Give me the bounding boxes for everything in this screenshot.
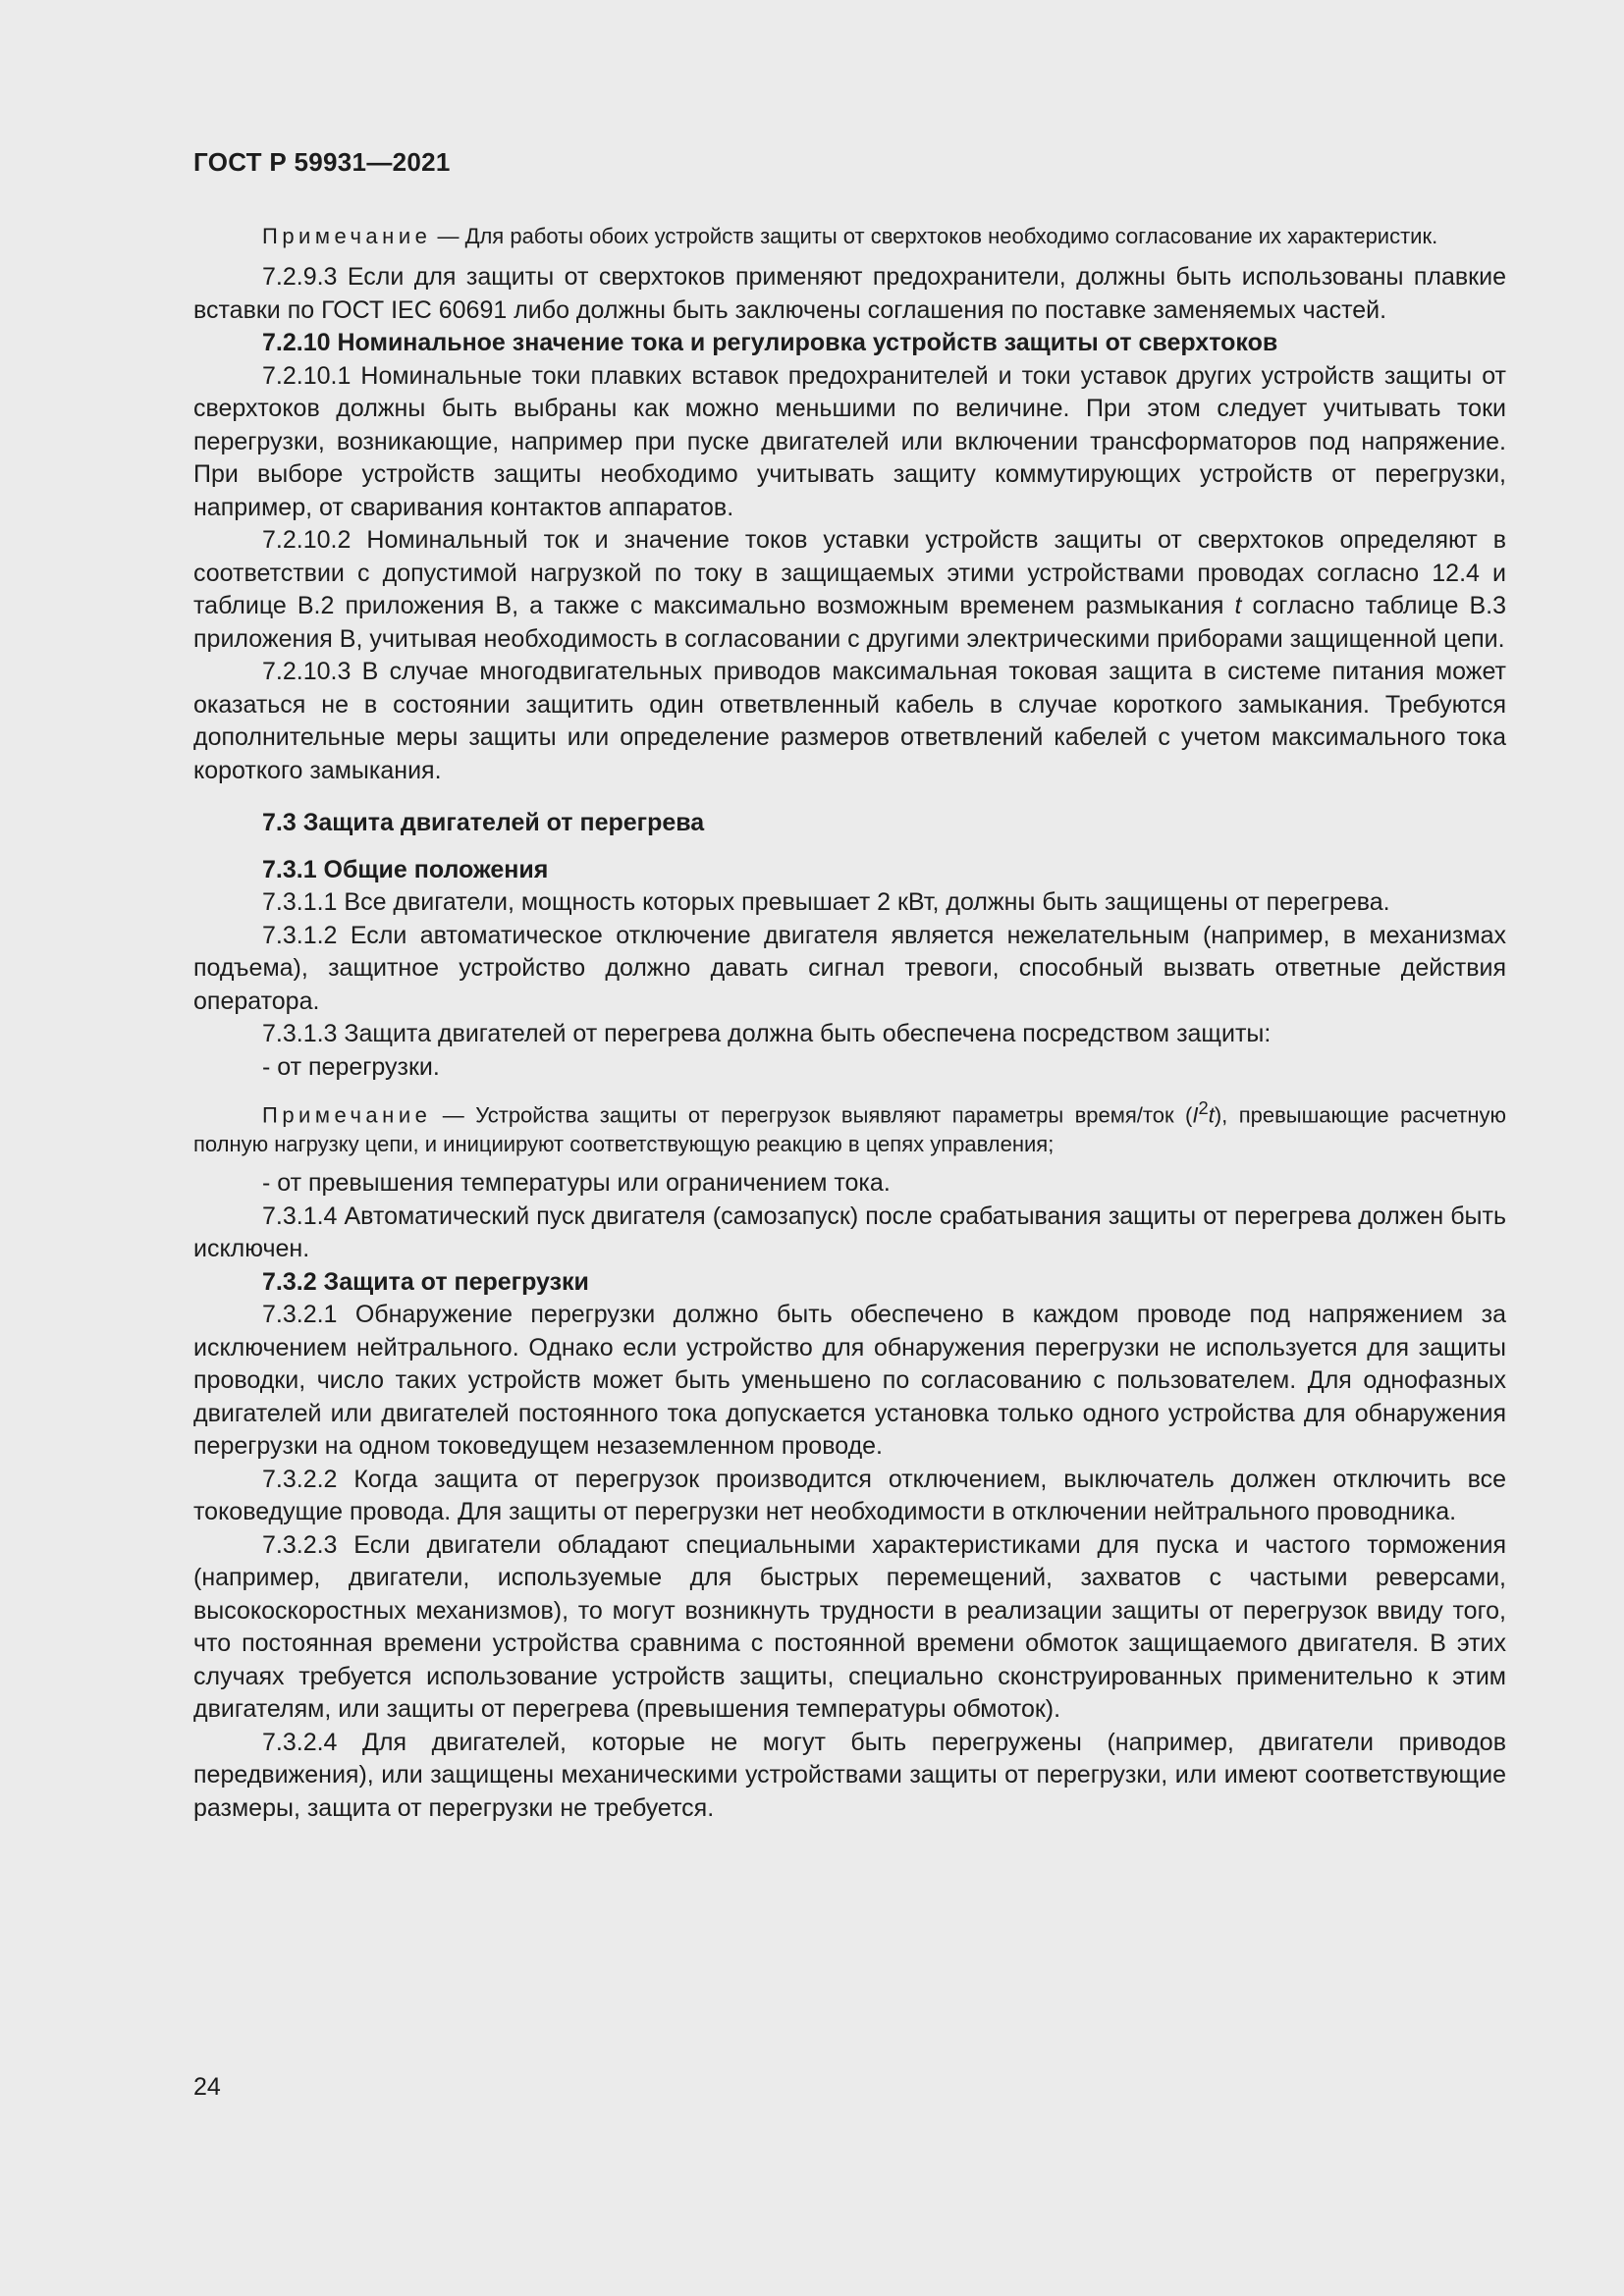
- clause-7-3-2-3: 7.3.2.3 Если двигатели обладают специальными характеристиками для пуска и частого торможения (например, двигатели, используемые для быстрых перемещений, захватов с частыми реверсами, высокоскоростных механизмов), то могут возникнуть трудности в реализации защиты от перегрузок ввиду того, что постоянная времени устройства сравнима с постоянной времени обмоток защищаемого двигателя. В этих случаях требуется использование устройств защиты, специально сконструированных применительно к этим двигателям, или защиты от перегрева (превышения температуры обмоток).: [193, 1530, 1506, 1724]
- document-header: ГОСТ Р 59931—2021: [193, 147, 451, 177]
- note-paragraph: [193, 222, 1506, 251]
- note-label: Примечание: [262, 1102, 432, 1128]
- clause-7-2-10-2: [193, 524, 1506, 656]
- document-body: [193, 222, 1506, 1825]
- clause-7-3-2-4: 7.3.2.4 Для двигателей, которые не могут быть перегружены (например, двигатели приводов передвижения), или защищены механическими устройствами защиты от перегрузки, или имеют соответствующие размеры, защита от перегрузки не требуется.: [193, 1728, 1506, 1822]
- clause-text: 7.2.10.2 Номинальный ток и значение токов уставки устройств защиты от сверхтоков определяют в соответствии с допустимой нагрузкой по току в защищаемых этими устройствами проводах согласно 12.4 и таблице В.2 приложения В, а также с максимально возможным временем размыкания: [193, 526, 1506, 619]
- note-text: ), превышающие расчетную полную нагрузку цепи, и инициируют соответствующую реакцию в цепях управления;: [193, 1102, 1506, 1157]
- note-label: Примечание: [262, 224, 432, 248]
- clause-7-3-2-2: 7.3.2.2 Когда защита от перегрузок производится отключением, выключатель должен отключить все токоведущие провода. Для защиты от перегрузки нет необходимости в отключении нейтрального проводника.: [193, 1465, 1506, 1526]
- heading-7-2-10: 7.2.10 Номинальное значение тока и регулировка устройств защиты от сверхтоков: [262, 329, 1278, 356]
- heading-7-3-2: 7.3.2 Защита от перегрузки: [262, 1267, 589, 1296]
- clause-7-3-1-4: 7.3.1.4 Автоматический пуск двигателя (самозапуск) после срабатывания защиты от перегрева должен быть исключен.: [193, 1201, 1506, 1263]
- page-number: 24: [193, 2073, 221, 2101]
- clause-7-3-1-1: 7.3.1.1 Все двигатели, мощность которых превышает 2 кВт, должны быть защищены от перегрева.: [262, 888, 1390, 916]
- clause-7-2-10-3: 7.2.10.3 В случае многодвигательных приводов максимальная токовая защита в системе питания может оказаться не в состоянии защитить один ответвленный кабель в случае короткого замыкания. Требуются дополнительные меры защиты или определение размеров ответвлений кабелей с учетом максимального тока короткого замыкания.: [193, 658, 1506, 784]
- heading-7-3-1: 7.3.1 Общие положения: [262, 855, 549, 883]
- clause-7-3-2-1: 7.3.2.1 Обнаружение перегрузки должно быть обеспечено в каждом проводе под напряжением за исключением нейтрального. Однако если устройство для обнаружения перегрузки не используется для защиты проводки, число таких устройств может быть уменьшено по согласованию с пользователем. Для однофазных двигателей или двигателей постоянного тока допускается установка только одного устройства для обнаружения перегрузки на одном токоведущем незаземленном проводе.: [193, 1301, 1506, 1461]
- variable-t: t: [1208, 1102, 1215, 1128]
- variable-t: t: [1234, 592, 1242, 619]
- variable-i: I: [1192, 1102, 1199, 1128]
- note-text: — Для работы обоих устройств защиты от сверхтоков необходимо согласование их характеристик.: [431, 224, 1438, 248]
- list-item: - от перегрузки.: [262, 1052, 440, 1081]
- list-item: - от превышения температуры или ограничением тока.: [262, 1169, 891, 1198]
- heading-7-3: 7.3 Защита двигателей от перегрева: [262, 809, 705, 836]
- clause-7-3-1-2: 7.3.1.2 Если автоматическое отключение двигателя является нежелательным (например, в механизмах подъема), защитное устройство должно давать сигнал тревоги, способный вызвать ответные действия оператора.: [193, 921, 1506, 1015]
- note-paragraph: [193, 1094, 1506, 1159]
- clause-7-2-10-1: 7.2.10.1 Номинальные токи плавких вставок предохранителей и токи уставок других устройств защиты от сверхтоков должны быть выбраны как можно меньшими по величине. При этом следует учитывать токи перегрузки, возникающие, например при пуске двигателей или включении трансформаторов под напряжение. При выборе устройств защиты необходимо учитывать защиту коммутирующих устройств от перегрузки, например, от сваривания контактов аппаратов.: [193, 361, 1506, 521]
- clause-text: согласно таблице В.3 приложения В, учитывая необходимость в согласовании с другими электрическими приборами защищенной цепи.: [193, 592, 1506, 653]
- note-text: — Устройства защиты от перегрузок выявляют параметры время/ток (: [431, 1102, 1193, 1128]
- clause-7-3-1-3: 7.3.1.3 Защита двигателей от перегрева должна быть обеспечена посредством защиты:: [262, 1020, 1272, 1047]
- clause-7-2-9-3: 7.2.9.3 Если для защиты от сверхтоков применяют предохранители, должны быть использованы плавкие вставки по ГОСТ IEC 60691 либо должны быть заключены соглашения по поставке заменяемых частей.: [193, 263, 1506, 324]
- superscript: 2: [1198, 1097, 1209, 1118]
